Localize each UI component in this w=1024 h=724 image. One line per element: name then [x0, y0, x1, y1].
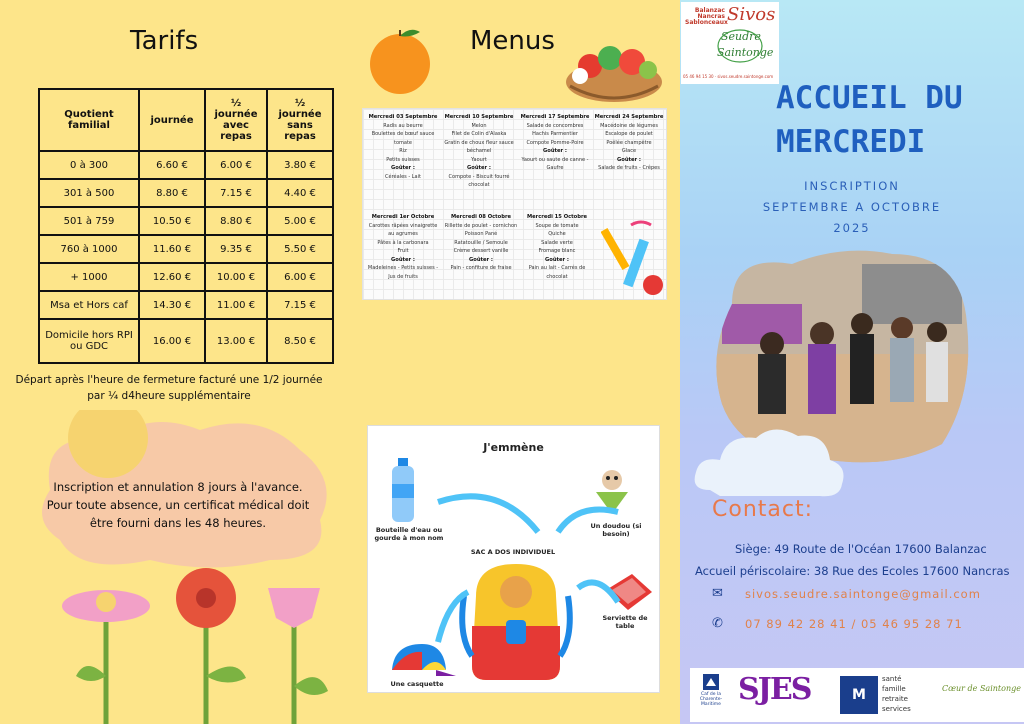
table-row: [39, 179, 333, 207]
menu-item: Yaourt ou saute de canne - Gaufre: [521, 156, 589, 171]
jemmene-card: [367, 425, 660, 693]
menu-day: [441, 113, 517, 190]
menu-item: Soupe de tomate: [535, 222, 579, 229]
subtitle-line: 2025: [833, 221, 871, 235]
menu-day-title: Mercredi 1er Octobre: [371, 214, 435, 220]
arrows-decoration: [428, 492, 628, 652]
caf-logo: [694, 672, 728, 718]
cap-label: Une casquette: [390, 680, 444, 688]
table-cell: 7.15 €: [205, 179, 267, 207]
table-cell: 16.00 €: [139, 319, 205, 363]
menu-item: Céréales - Lait: [385, 173, 421, 180]
menu-item: Riz: [399, 148, 407, 154]
inscription-subtitle: [732, 176, 972, 239]
table-cell: 5.50 €: [267, 235, 333, 263]
menu-item: Filet de Colin d'Alaska: [451, 131, 507, 137]
table-header-row: [39, 89, 333, 151]
phone-icon: ✆: [712, 616, 723, 631]
logo-text: Balanzac: [694, 7, 725, 14]
table-cell: 10.00 €: [205, 263, 267, 291]
menu-item: Goûter :: [469, 256, 493, 263]
tarifs-table: [38, 88, 334, 364]
bottle-label: Bouteille d'eau ou gourde à mon nom: [374, 526, 444, 542]
caf-text: Caf de la Charente-Maritime: [699, 692, 723, 707]
caf-icon: [701, 672, 721, 692]
menu-item: Madeleines - Petits suisses - Jus de fruits: [367, 265, 439, 280]
menu-item: Poisson Pané: [464, 231, 498, 237]
email-link[interactable]: sivos.seudre.saintonge@gmail.com: [745, 587, 981, 601]
menu-item: Goûter :: [391, 165, 415, 171]
table-cell: 3.80 €: [267, 151, 333, 179]
depart-note-line: Départ après l'heure de fermeture facturé une 1/2 journée: [15, 374, 323, 386]
msa-logo-icon: M: [840, 676, 878, 714]
menu-day-title: Mercredi 03 Septembre: [368, 114, 438, 120]
table-cell: 8.80 €: [205, 207, 267, 235]
menu-item: Pain - confiture de fraise: [450, 265, 512, 271]
table-row: [39, 235, 333, 263]
water-bottle-icon: [388, 458, 418, 524]
menus-title: Menus: [470, 26, 555, 56]
table-cell: 12.60 €: [139, 263, 205, 291]
logo-footer: 05 46 94 15 30 · sivos.seudre.saintonge.com: [683, 74, 774, 79]
table-cell: 501 à 759: [39, 207, 139, 235]
msa-line: famille: [882, 685, 906, 693]
table-cell: 760 à 1000: [39, 235, 139, 263]
table-row: [39, 319, 333, 363]
subtitle-line: INSCRIPTION: [804, 179, 900, 193]
msa-text: [882, 674, 911, 714]
menu-day-title: Mercredi 08 Octobre: [450, 214, 512, 220]
title-line: ACCUEIL DU: [776, 80, 963, 116]
menu-item: Macédoine de légumes: [600, 122, 658, 129]
siege-address: Siège: 49 Route de l'Océan 17600 Balanzac: [735, 542, 987, 556]
subtitle-line: SEPTEMBRE A OCTOBRE: [762, 200, 942, 214]
table-cell: 6.60 €: [139, 151, 205, 179]
sivos-logo: [681, 2, 779, 84]
menu-item: Hachis Parmentier: [532, 131, 578, 137]
menu-item: Petits suisses: [386, 156, 420, 163]
menu-item: Ratatouille / Semoule: [454, 239, 508, 246]
table-header: ½ journée sans repas: [267, 89, 333, 151]
menu-day: [591, 113, 667, 173]
flowers-illustration: [56, 566, 336, 724]
menu-day-title: Mercredi 24 Septembre: [594, 114, 664, 120]
menu-item: Quiche: [548, 231, 566, 237]
doudou-label: Un doudou (si besoin): [590, 522, 642, 538]
logo-text: Seudre: [721, 30, 761, 43]
menu-item: Melon: [471, 122, 487, 129]
table-cell: 6.00 €: [267, 263, 333, 291]
menu-item: Gratin de choux fleur sauce béchamel: [444, 139, 514, 154]
table-cell: Domicile hors RPI ou GDC: [39, 319, 139, 363]
table-cell: Msa et Hors caf: [39, 291, 139, 319]
inscription-line: être fourni dans les 48 heures.: [89, 516, 267, 530]
logo-text: Sablonceaux: [685, 19, 728, 26]
table-cell: 11.00 €: [205, 291, 267, 319]
menu-item: Rillette de poulet - cornichon: [444, 222, 518, 229]
menu-day: [365, 213, 441, 281]
logo-brand: Sivos: [727, 4, 776, 25]
sjes-logo: SJES: [738, 672, 811, 707]
inscription-note: [28, 478, 328, 532]
phone-link[interactable]: 07 89 42 28 41 / 05 46 95 28 71: [745, 617, 963, 631]
napkin-label: Serviette de table: [602, 614, 648, 630]
menu-item: Goûter :: [543, 148, 567, 154]
table-row: [39, 207, 333, 235]
table-cell: 8.50 €: [267, 319, 333, 363]
table-cell: 4.40 €: [267, 179, 333, 207]
jemmene-title: J'emmène: [483, 441, 544, 454]
menu-item: Pain au lait - Carrés de chocolat: [528, 265, 586, 280]
table-row: [39, 263, 333, 291]
menu-item: Poêlée champêtre: [606, 139, 652, 146]
table-cell: 0 à 300: [39, 151, 139, 179]
inscription-line: Pour toute absence, un certificat médical doit: [46, 498, 310, 512]
menu-item: Carottes râpées vinaigrette au agrumes: [368, 222, 438, 237]
menu-item: Crème dessert vanille: [453, 248, 509, 254]
table-header: ½ journée avec repas: [205, 89, 267, 151]
menu-item: Escalope de poulet: [605, 131, 653, 137]
table-header: journée: [139, 89, 205, 151]
periscolaire-address: Accueil périscolaire: 38 Rue des Ecoles 17600 Nancras: [695, 564, 1010, 578]
msa-line: santé: [882, 675, 902, 683]
logo-swirl-icon: [715, 26, 765, 66]
inscription-line: Inscription et annulation 8 jours à l'avance.: [53, 480, 303, 494]
menu-item: Goûter :: [617, 156, 641, 163]
menu-item: Boulettes de bœuf sauce tomate: [371, 131, 435, 146]
menu-item: Compote - Biscuit fourré chocolat: [448, 173, 510, 188]
orange-icon: [366, 24, 436, 96]
menu-item: Goûter :: [545, 256, 569, 263]
table-cell: 6.00 €: [205, 151, 267, 179]
menu-item: Glace: [621, 148, 637, 154]
school-supplies-icon: [601, 219, 667, 299]
backpack-label: SAC A DOS INDIVIDUEL: [470, 548, 556, 556]
partners-bar: [690, 668, 1024, 722]
logo-text: Nancras: [697, 13, 725, 20]
menu-item: Fruit: [397, 248, 409, 254]
menu-item: Goûter :: [391, 256, 415, 263]
title-line: MERCREDI: [776, 124, 926, 160]
menu-day: [365, 113, 441, 181]
table-cell: 13.00 €: [205, 319, 267, 363]
menu-item: Pâtes à la carbonara: [377, 239, 429, 246]
msa-line: retraite: [882, 695, 908, 703]
table-row: [39, 291, 333, 319]
menu-card: [362, 108, 667, 300]
menu-item: Goûter :: [467, 165, 491, 171]
menu-day: [517, 113, 593, 173]
tarifs-title: Tarifs: [130, 26, 199, 56]
table-cell: 5.00 €: [267, 207, 333, 235]
menu-day: [519, 213, 595, 281]
saintonge-logo: Cœur de Saintonge: [942, 684, 1021, 693]
logo-text: Saintonge: [717, 46, 774, 59]
contact-title: Contact:: [712, 497, 814, 522]
menu-item: Salade de concombres: [526, 122, 584, 129]
table-cell: 14.30 €: [139, 291, 205, 319]
table-cell: + 1000: [39, 263, 139, 291]
menu-item: Radis au beurre: [383, 122, 423, 129]
table-row: [39, 151, 333, 179]
menu-day-title: Mercredi 10 Septembre: [444, 114, 514, 120]
depart-note-line: par ¼ d4heure supplémentaire: [87, 390, 251, 402]
cloud-decoration: [690, 420, 850, 506]
depart-note: [14, 372, 324, 404]
email-icon: ✉: [712, 586, 723, 601]
page-title: [776, 76, 1006, 164]
menu-item: Salade verte: [541, 239, 573, 246]
msa-line: services: [882, 705, 911, 713]
table-cell: 9.35 €: [205, 235, 267, 263]
fruit-basket-icon: [562, 34, 666, 108]
table-cell: 10.50 €: [139, 207, 205, 235]
table-cell: 7.15 €: [267, 291, 333, 319]
menu-day-title: Mercredi 15 Octobre: [526, 214, 588, 220]
table-cell: 301 à 500: [39, 179, 139, 207]
menu-item: Fromage blanc: [538, 248, 576, 254]
menu-day-title: Mercredi 17 Septembre: [520, 114, 590, 120]
table-cell: 11.60 €: [139, 235, 205, 263]
menu-item: Compote Pomme-Poire: [526, 139, 584, 146]
table-header: Quotient familial: [39, 89, 139, 151]
menu-item: Yaourt: [471, 156, 487, 163]
menu-day: [443, 213, 519, 273]
menu-item: Salade de fruits - Crêpes: [598, 165, 660, 171]
table-cell: 8.80 €: [139, 179, 205, 207]
